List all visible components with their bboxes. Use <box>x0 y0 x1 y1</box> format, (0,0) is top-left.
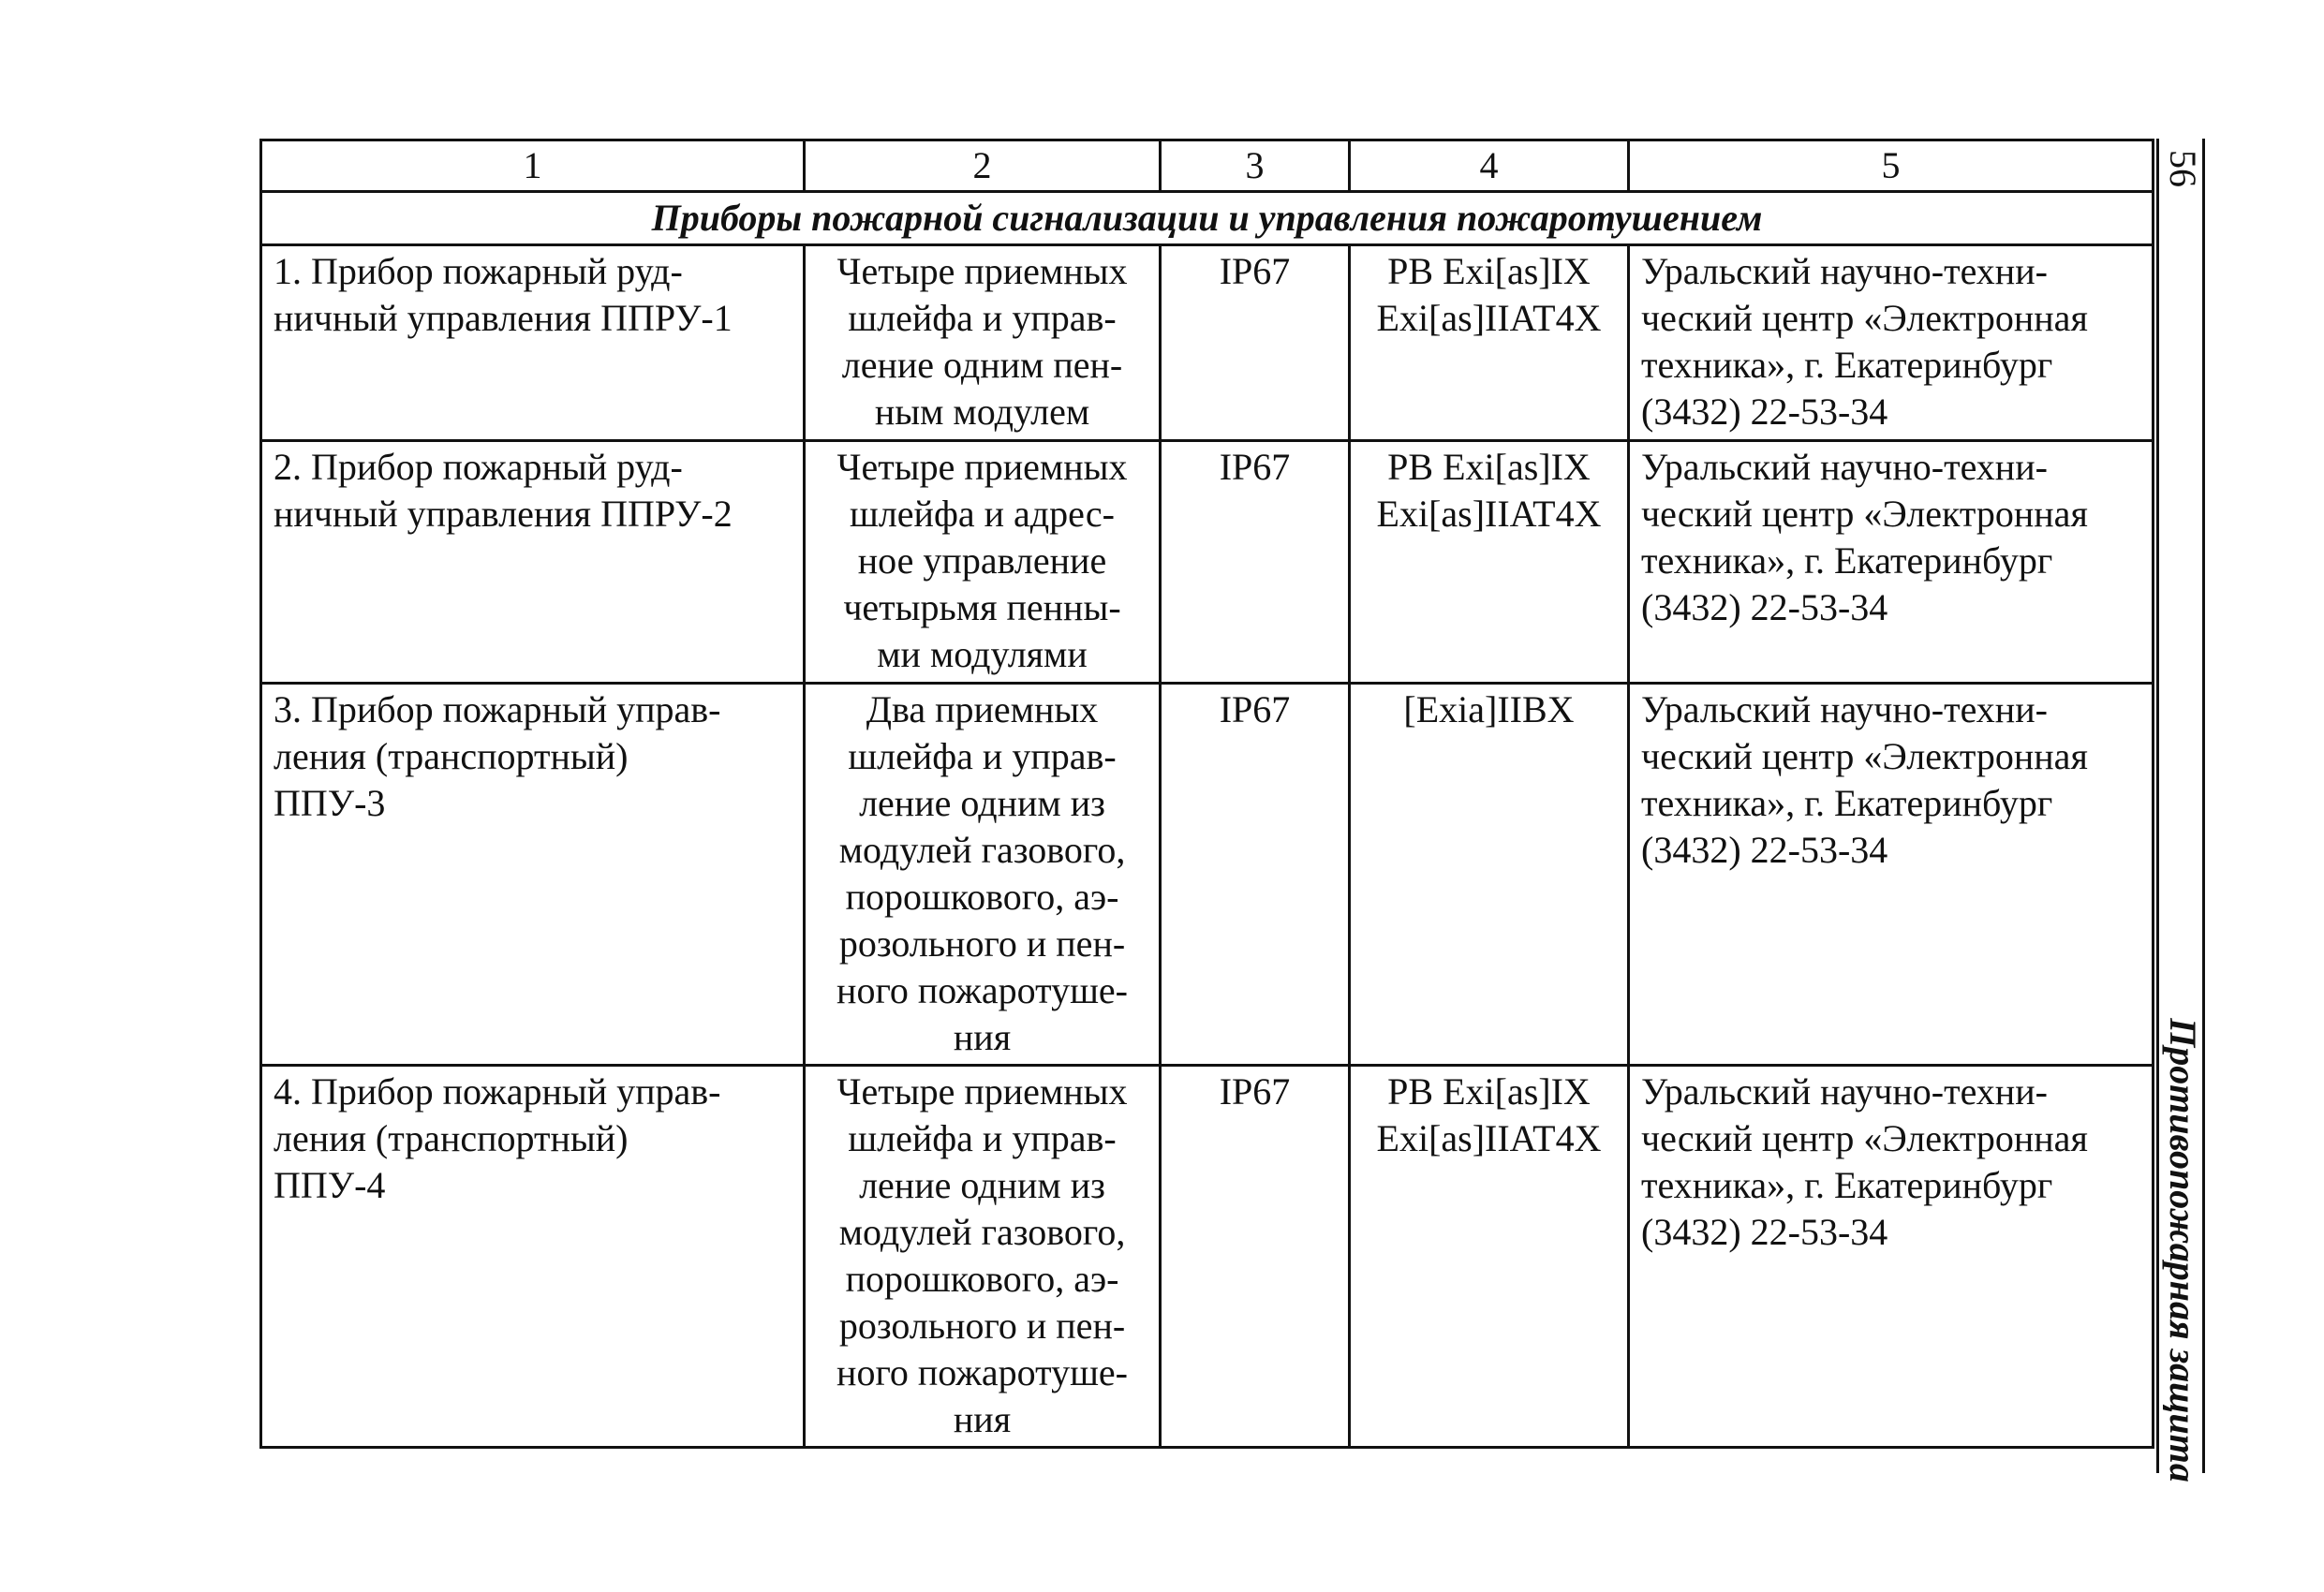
device-name <box>261 1066 805 1448</box>
equipment-table <box>259 139 2154 1449</box>
column-number-3: 3 <box>1161 140 1350 192</box>
protection-class <box>1161 1066 1350 1448</box>
table-row <box>261 245 2154 441</box>
page-number <box>2162 140 2204 197</box>
manufacturer-text: Уральский научно-техни- ческий центр «Электронная техника», г. Екатеринбург (3432) 22-53-34 <box>1641 250 2088 433</box>
protection-class <box>1161 684 1350 1066</box>
manufacturer <box>1629 684 2154 1066</box>
explosion-marking <box>1350 245 1629 441</box>
manufacturer <box>1629 245 2154 441</box>
table-row <box>261 441 2154 684</box>
protection-class-text: IP67 <box>1219 446 1291 488</box>
device-description <box>805 441 1161 684</box>
device-description <box>805 245 1161 441</box>
device-name-text: 1. Прибор пожарный руд- ничный управления ППРУ-1 <box>274 250 733 339</box>
section-title: Приборы пожарной сигнализации и управления пожаротушением <box>261 192 2154 245</box>
manufacturer <box>1629 1066 2154 1448</box>
column-number-2: 2 <box>805 140 1161 192</box>
manufacturer-text: Уральский научно-техни- ческий центр «Электронная техника», г. Екатеринбург (3432) 22-53-34 <box>1641 446 2088 628</box>
device-description <box>805 684 1161 1066</box>
table-row <box>261 1066 2154 1448</box>
section-header-row <box>261 192 2154 245</box>
column-number-5: 5 <box>1629 140 2154 192</box>
protection-class-text: IP67 <box>1219 688 1291 730</box>
device-description-text: Два приемных шлейфа и управ- ление одним из модулей газового, порошкового, аэ- розольного и пен- ного пожаротуше- ния <box>836 688 1128 1058</box>
protection-class-text: IP67 <box>1219 1070 1291 1113</box>
device-description-text: Четыре приемных шлейфа и адрес- ное управление четырьмя пенны- ми модулями <box>836 446 1128 675</box>
explosion-marking <box>1350 441 1629 684</box>
device-name <box>261 441 805 684</box>
manufacturer-text: Уральский научно-техни- ческий центр «Электронная техника», г. Екатеринбург (3432) 22-53-34 <box>1641 688 2088 871</box>
device-description <box>805 1066 1161 1448</box>
column-number-row <box>261 140 2154 192</box>
explosion-marking-text: PB Exi[as]IX Exi[as]IIAT4X <box>1376 446 1602 535</box>
explosion-marking-text: PB Exi[as]IX Exi[as]IIAT4X <box>1376 250 1602 339</box>
manufacturer <box>1629 441 2154 684</box>
device-description-text: Четыре приемных шлейфа и управ- ление одним пен- ным модулем <box>836 250 1128 433</box>
explosion-marking <box>1350 1066 1629 1448</box>
device-name-text: 3. Прибор пожарный управ- ления (транспортный) ППУ-3 <box>274 688 721 824</box>
running-title <box>2160 1018 2205 1482</box>
protection-class-text: IP67 <box>1219 250 1291 292</box>
protection-class <box>1161 245 1350 441</box>
protection-class <box>1161 441 1350 684</box>
table-row <box>261 684 2154 1066</box>
page-number-text: 56 <box>2162 150 2204 187</box>
explosion-marking <box>1350 684 1629 1066</box>
column-number-1: 1 <box>261 140 805 192</box>
device-name <box>261 684 805 1066</box>
device-description-text: Четыре приемных шлейфа и управ- ление одним из модулей газового, порошкового, аэ- розольного и пен- ного пожаротуше- ния <box>836 1070 1128 1440</box>
running-title-text: Противопожарная защита <box>2162 1018 2205 1482</box>
device-name-text: 4. Прибор пожарный управ- ления (транспортный) ППУ-4 <box>274 1070 721 1206</box>
manufacturer-text: Уральский научно-техни- ческий центр «Электронная техника», г. Екатеринбург (3432) 22-53-34 <box>1641 1070 2088 1253</box>
explosion-marking-text: PB Exi[as]IX Exi[as]IIAT4X <box>1376 1070 1602 1159</box>
column-number-4: 4 <box>1350 140 1629 192</box>
explosion-marking-text: [Exia]IIBX <box>1403 688 1575 730</box>
device-name-text: 2. Прибор пожарный руд- ничный управления ППРУ-2 <box>274 446 733 535</box>
device-name <box>261 245 805 441</box>
